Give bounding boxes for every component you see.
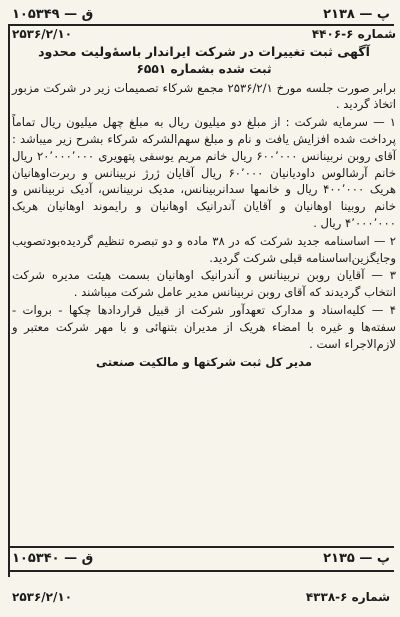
notice-meta [12, 26, 396, 43]
next-notice-meta [8, 590, 394, 604]
divider-bottom [8, 570, 394, 572]
notice-title: آگهی ثبت تغییرات در شرکت ایراندار باسهٔ‌ولیت محدود [38, 43, 370, 59]
footer-issue-number: ق — ۱۰۵۳۴۰ [12, 550, 94, 566]
notice-intro: برابر صورت جلسه مورخ ۲۵۳۶/۲/۱ مجمع شرکاء تصمیمات زیر در شرکت مزبور اتخاذ گردید . [12, 80, 396, 112]
notice-item-2: ۲ — اساسنامه جدید شرکت که در ۳۸ ماده و دو تبصره تنظیم گردیده‌بودتصویب وجایگزین‌اساسنامه قبلی شرکت گردید. [12, 233, 396, 265]
next-notice-number: شماره ۶-۴۳۳۸ [305, 590, 390, 604]
next-notice-date: ۲۵۳۶/۲/۱۰ [12, 590, 73, 604]
notice-number: شماره ۶-۴۴۰۶ [311, 27, 396, 41]
header-issue-number: ق — ۱۰۵۳۴۹ [12, 6, 94, 22]
page-footer-bar [8, 548, 394, 568]
header-page-number: ﭖ — ۲۱۳۸ [323, 6, 390, 22]
footer-page-number: ﭖ — ۲۱۳۵ [323, 550, 390, 566]
page-header [8, 4, 394, 26]
notice-subtitle: ثبت شده بشماره ۶۵۵۱ [136, 61, 272, 76]
notice-signature: مدیر کل ثبت شرکتها و مالکیت صنعتی [96, 355, 312, 370]
notice-item-3: ۳ — آقایان روبن نربینانس و آندرانیک اوهانیان بسمت هیئت مدیره شرکت انتخاب گردیدند که آقای روبن نربینانس مدیر عامل شرکت میباشند . [12, 268, 396, 300]
notice-item-1: ۱ — سرمایه شرکت : از مبلغ دو میلیون ریال به مبلغ چهل میلیون ریال تماماً پرداخت شده افزایش یافت و نام و مبلغ سهم‌الشرکه شرکاء بشرح زیر میباشد : آقای روبن نربینانس ۶۰۰٬۰۰۰ ریال خانم مریم یوسفی پتهویری ۲۰٬۰۰۰٬۰۰۰ ریال خانم آرشالوس داودیانیان ۶۰٬۰۰۰ ریال آقایان ژرژ نربینانس و ربرت‌اوهانیان هریک ۴۰۰٬۰۰۰ ریال و خانمها سدانربینانس، مدیک نربینانس، آدیک نربینانس و خانم روبینا اوهانیان و آقایان آندرانیک اوهانیان و رایموند اوهانیان هریک ۴٬۰۰۰٬۰۰۰ ریال . [12, 115, 396, 230]
notice-item-4: ۴ — کلیه‌اسناد و مدارک تعهدآور شرکت از قبیل قراردادها چکها - بروات - سفته‌ها و غیره با امضاء هریک از مدیران بتنهائی و با مهر شرکت معتبر و لازم‌الاجراء است . [12, 302, 396, 351]
notice-date: ۲۵۳۶/۲/۱۰ [12, 27, 73, 41]
notice-body [12, 26, 396, 371]
